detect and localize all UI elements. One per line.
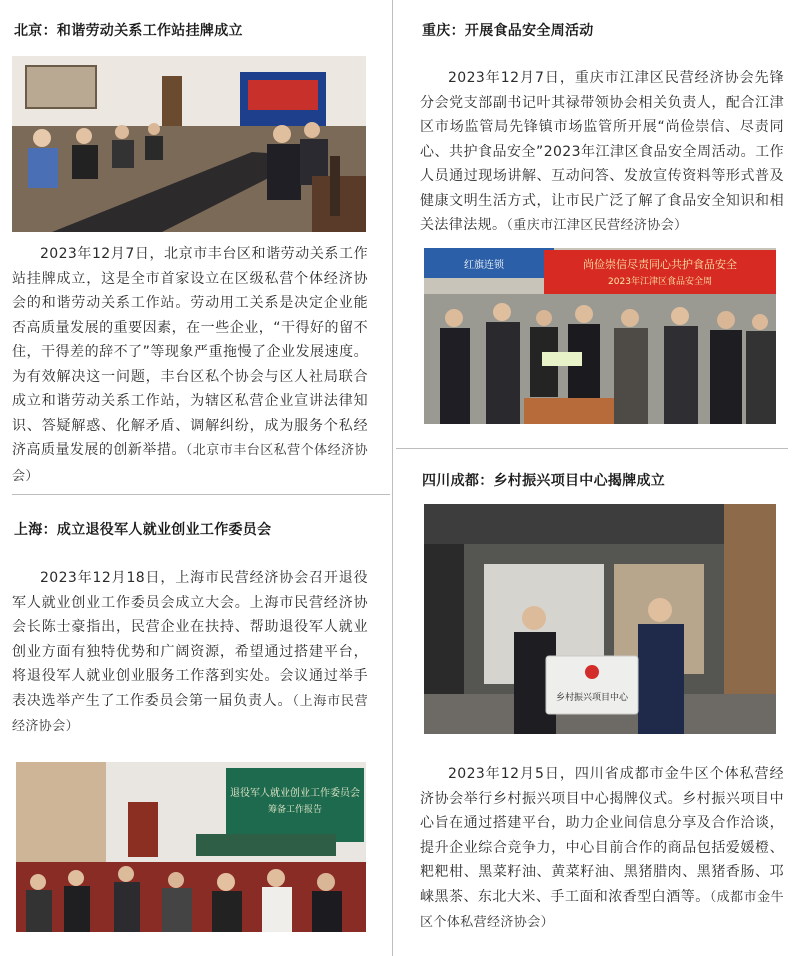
chongqing-shop-sign: 红旗连锁 bbox=[464, 260, 504, 271]
beijing-body: 2023年12月7日，北京市丰台区和谐劳动关系工作站挂牌成立，这是全市首家设立在区级私营个体经济协会的和谐劳动关系工作站。劳动用工关系是决定企业能否高质量发展的重要因素，在一些企业，“干得好的留不住，干得差的辞不了”等现象严重拖慢了企业发展速度。为有效解决这一问题，丰台区私个协会与区人社局联合成立和谐劳动关系工作站，为辖区私营企业宣讲法律知识、答疑解惑、化解矛盾、调解纠纷，成为服务个私经济高质量发展的创新举措。（北京市丰台区私营个体经济协会） bbox=[12, 246, 368, 484]
column-divider bbox=[392, 0, 393, 956]
section-divider-right bbox=[396, 448, 788, 449]
chengdu-photo bbox=[424, 504, 776, 734]
shanghai-title: 上海：成立退役军人就业创业工作委员会 bbox=[14, 522, 272, 538]
chongqing-body: 2023年12月7日，重庆市江津区民营经济协会先锋分会党支部副书记叶其禄带领协会相关负责人，配合江津区市场监管局先锋镇市场监管所开展“尚俭崇信、尽责同心、共护食品安全”2023年江津区食品安全周活动。工作人员通过现场讲解、互动问答、发放宣传资料等形式普及健康文明生活方式，让市民广泛了解了食品安全知识和相关法律法规。（重庆市江津区民营经济协会） bbox=[420, 70, 784, 233]
shanghai-screen-line1: 退役军人就业创业工作委员会 bbox=[230, 788, 360, 799]
shanghai-source: （上海市民营经济协会） bbox=[12, 693, 368, 734]
beijing-source: （北京市丰台区私营个体经济协会） bbox=[12, 443, 368, 484]
shanghai-body: 2023年12月18日，上海市民营经济协会召开退役军人就业创业工作委员会成立大会。上海市民营经济协会长陈士豪指出，民营企业在扶持、帮助退役军人就业创业方面有独特优势和广阔资源，希望通过搭建平台，将退役军人就业创业服务工作落到实处。会议通过举手表决选举产生了工作委员会第一届负责人。（上海市民营经济协会） bbox=[12, 570, 368, 734]
beijing-photo bbox=[12, 56, 366, 232]
section-divider-left bbox=[12, 494, 390, 495]
shanghai-screen-line2: 筹备工作报告 bbox=[267, 805, 323, 815]
chengdu-plaque-text: 乡村振兴项目中心 bbox=[555, 693, 629, 703]
chongqing-banner-text: 尚俭崇信尽责同心共护食品安全 bbox=[583, 258, 737, 271]
chengdu-source: （成都市金牛区个体私营经济协会） bbox=[420, 889, 785, 930]
beijing-title: 北京：和谐劳动关系工作站挂牌成立 bbox=[14, 23, 243, 39]
chengdu-body: 2023年12月5日，四川省成都市金牛区个体私营经济协会举行乡村振兴项目中心揭牌仪式。乡村振兴项目中心旨在通过搭建平台，助力企业间信息分享及合作洽谈，提升企业综合竞争力，中心目前合作的商品包括爱媛橙、粑粑柑、黑菜籽油、黄菜籽油、黑猪腊肉、黑猪香肠、邛崃黑茶、东北大米、手工面和浓香型白酒等。（成都市金牛区个体私营经济协会） bbox=[420, 766, 785, 930]
chongqing-banner-sub: 2023年江津区食品安全周 bbox=[608, 277, 712, 287]
chengdu-title: 四川成都：乡村振兴项目中心揭牌成立 bbox=[422, 473, 666, 489]
chongqing-photo bbox=[424, 248, 776, 424]
chongqing-source: （重庆市江津区民营经济协会） bbox=[506, 218, 688, 233]
shanghai-photo bbox=[16, 762, 366, 932]
chongqing-title: 重庆：开展食品安全周活动 bbox=[422, 23, 594, 39]
